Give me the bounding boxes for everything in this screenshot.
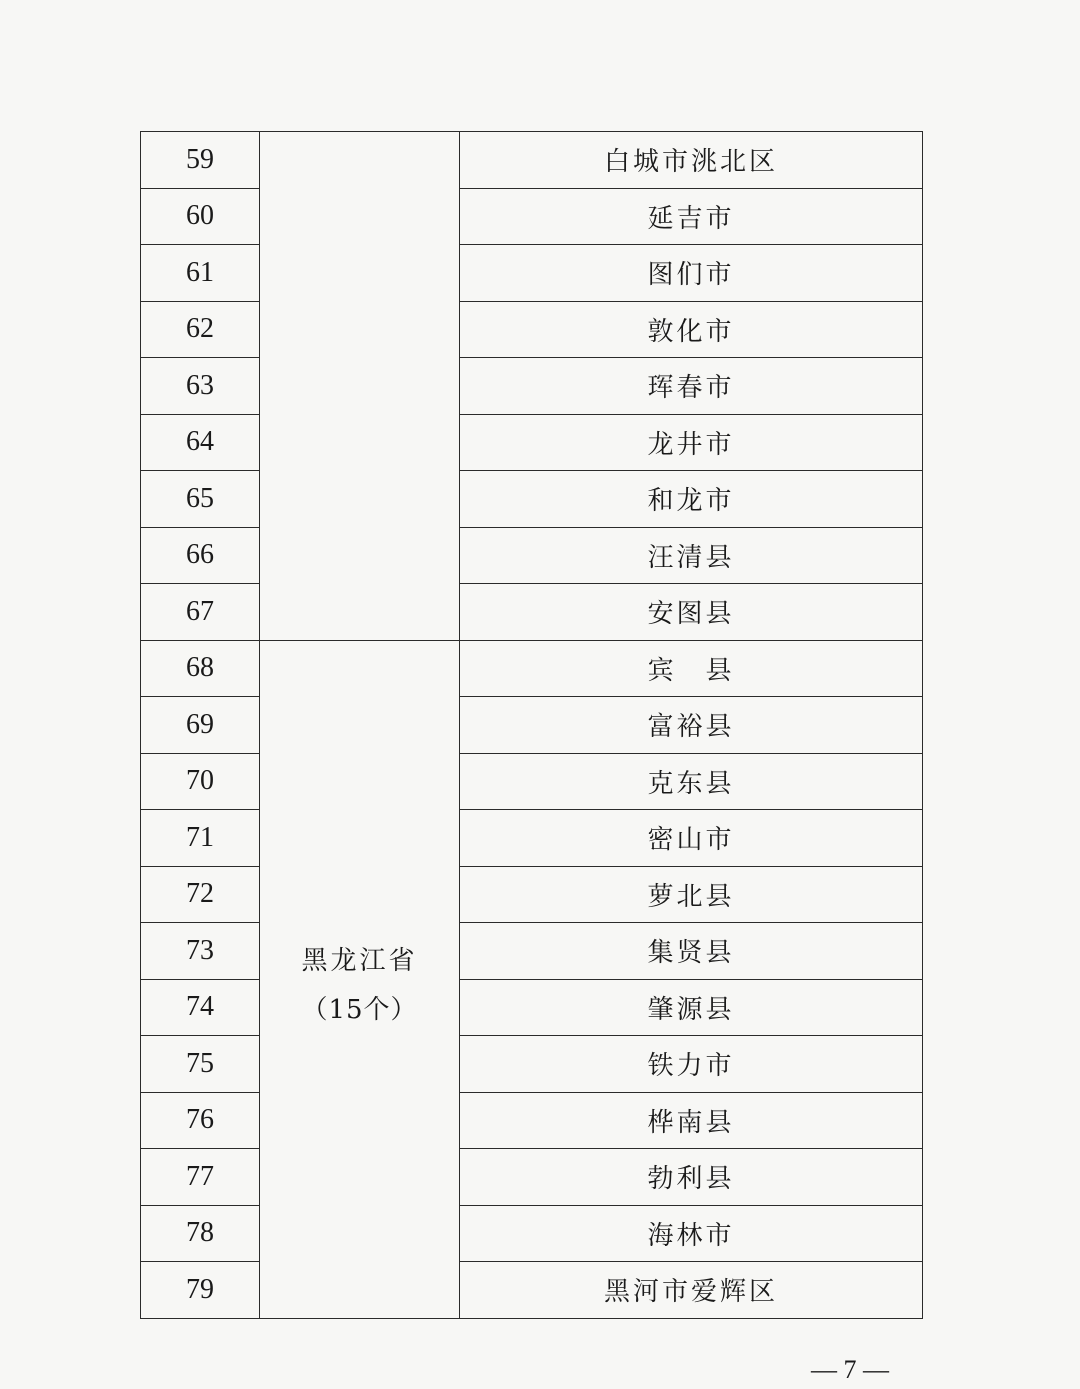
province-cell [260, 640, 460, 1318]
county-name: 敦化市 [460, 301, 923, 358]
table-row [141, 1262, 923, 1319]
row-number: 65 [141, 471, 260, 528]
county-name: 密山市 [460, 810, 923, 867]
table-row [141, 1092, 923, 1149]
county-name: 汪清县 [460, 527, 923, 584]
table-row [141, 301, 923, 358]
county-name: 黑河市爱辉区 [460, 1262, 923, 1319]
table-row [141, 245, 923, 302]
county-name: 萝北县 [460, 866, 923, 923]
table-row [141, 414, 923, 471]
county-name: 龙井市 [460, 414, 923, 471]
table-row [141, 188, 923, 245]
table-row [141, 753, 923, 810]
province-name: 黑龙江省 [301, 945, 418, 976]
table-row [141, 697, 923, 754]
row-number: 59 [141, 132, 260, 189]
row-number: 75 [141, 1036, 260, 1093]
table-row [141, 471, 923, 528]
table-row [141, 132, 923, 189]
table-row [141, 640, 923, 697]
county-name: 克东县 [460, 753, 923, 810]
row-number: 60 [141, 188, 260, 245]
row-number: 77 [141, 1149, 260, 1206]
row-number: 71 [141, 810, 260, 867]
table-row [141, 1036, 923, 1093]
county-name: 富裕县 [460, 697, 923, 754]
province-cell [260, 132, 460, 641]
table-row [141, 979, 923, 1036]
table-row [141, 810, 923, 867]
table-row [141, 527, 923, 584]
row-number: 69 [141, 697, 260, 754]
table-row [141, 1149, 923, 1206]
table-row [141, 866, 923, 923]
row-number: 73 [141, 923, 260, 980]
county-name: 勃利县 [460, 1149, 923, 1206]
county-name: 铁力市 [460, 1036, 923, 1093]
county-name: 延吉市 [460, 188, 923, 245]
table-row [141, 358, 923, 415]
row-number: 68 [141, 640, 260, 697]
row-number: 79 [141, 1262, 260, 1319]
county-name: 桦南县 [460, 1092, 923, 1149]
county-name: 珲春市 [460, 358, 923, 415]
page-number: — 7 — [811, 1355, 889, 1384]
row-number: 66 [141, 527, 260, 584]
row-number: 61 [141, 245, 260, 302]
county-name: 宾 县 [460, 640, 923, 697]
county-name: 肇源县 [460, 979, 923, 1036]
table-row [141, 584, 923, 641]
table-row [141, 923, 923, 980]
province-county-count: （15个） [301, 994, 418, 1025]
row-number: 70 [141, 753, 260, 810]
county-name: 海林市 [460, 1205, 923, 1262]
row-number: 63 [141, 358, 260, 415]
county-name: 安图县 [460, 584, 923, 641]
row-number: 74 [141, 979, 260, 1036]
row-number: 78 [141, 1205, 260, 1262]
county-name: 集贤县 [460, 923, 923, 980]
county-name: 白城市洮北区 [460, 132, 923, 189]
county-name: 图们市 [460, 245, 923, 302]
table-row [141, 1205, 923, 1262]
row-number: 64 [141, 414, 260, 471]
county-name: 和龙市 [460, 471, 923, 528]
row-number: 76 [141, 1092, 260, 1149]
row-number: 62 [141, 301, 260, 358]
row-number: 67 [141, 584, 260, 641]
row-number: 72 [141, 866, 260, 923]
county-list-table [140, 131, 923, 1319]
